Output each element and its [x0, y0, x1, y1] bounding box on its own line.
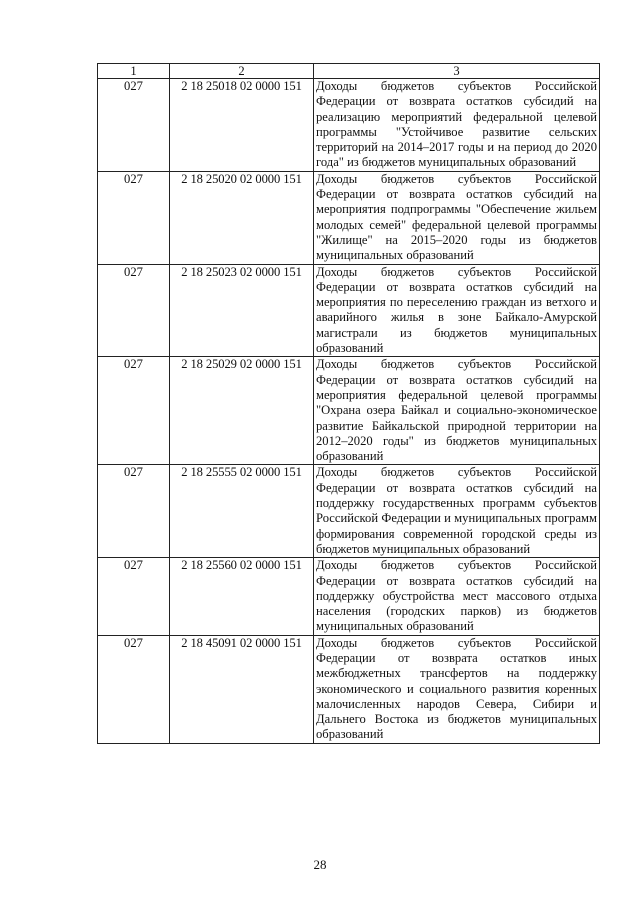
administrator-code-cell: 027 [98, 264, 170, 357]
table-row [98, 558, 600, 635]
revenue-code-cell: 2 18 25018 02 0000 151 [170, 79, 314, 172]
revenue-description-cell: Доходы бюджетов субъектов Российской Федерации от возврата остатков субсидий на поддержку обустройства мест массового отдыха населения (городских парков) из бюджетов муниципальных образований [314, 558, 600, 635]
revenue-description-cell: Доходы бюджетов субъектов Российской Федерации от возврата остатков субсидий на мероприятия подпрограммы "Обеспечение жильем молодых семей" федеральной целевой программы "Жилище" на 2015–2020 годы из бюджетов муниципальных образований [314, 171, 600, 264]
column-header-3: 3 [314, 64, 600, 79]
revenue-code-cell: 2 18 25555 02 0000 151 [170, 465, 314, 558]
administrator-code-cell: 027 [98, 357, 170, 465]
table-row [98, 635, 600, 743]
revenue-code-cell: 2 18 45091 02 0000 151 [170, 635, 314, 743]
revenue-code-cell: 2 18 25023 02 0000 151 [170, 264, 314, 357]
page-number: 28 [313, 857, 327, 872]
administrator-code-cell: 027 [98, 171, 170, 264]
revenue-code-cell: 2 18 25020 02 0000 151 [170, 171, 314, 264]
column-header-1: 1 [98, 64, 170, 79]
table-row [98, 171, 600, 264]
administrator-code-cell: 027 [98, 635, 170, 743]
administrator-code-cell: 027 [98, 558, 170, 635]
table-row [98, 79, 600, 172]
revenue-description-cell: Доходы бюджетов субъектов Российской Федерации от возврата остатков субсидий на мероприятия по переселению граждан из ветхого и аварийного жилья в зоне Байкало-Амурской магистрали из бюджетов муниципальных образований [314, 264, 600, 357]
table-row [98, 357, 600, 465]
administrator-code-cell: 027 [98, 79, 170, 172]
revenue-code-cell: 2 18 25029 02 0000 151 [170, 357, 314, 465]
column-header-2: 2 [170, 64, 314, 79]
revenue-description-cell: Доходы бюджетов субъектов Российской Федерации от возврата остатков субсидий на поддержку государственных программ субъектов Российской Федерации и муниципальных программ формирования современной городской среды из бюджетов муниципальных образований [314, 465, 600, 558]
revenue-codes-table [97, 63, 600, 744]
administrator-code-cell: 027 [98, 465, 170, 558]
table-row [98, 465, 600, 558]
revenue-description-cell: Доходы бюджетов субъектов Российской Федерации от возврата остатков иных межбюджетных трансфертов на поддержку экономического и социального развития коренных малочисленных народов Севера, Сибири и Дальнего Востока из бюджетов муниципальных образований [314, 635, 600, 743]
revenue-code-cell: 2 18 25560 02 0000 151 [170, 558, 314, 635]
revenue-description-cell: Доходы бюджетов субъектов Российской Федерации от возврата остатков субсидий на реализацию мероприятий федеральной целевой программы "Устойчивое развитие сельских территорий на 2014–2017 годы и на период до 2020 года" из бюджетов муниципальных образований [314, 79, 600, 172]
table-row [98, 264, 600, 357]
revenue-description-cell: Доходы бюджетов субъектов Российской Федерации от возврата остатков субсидий на мероприятия федеральной целевой программы "Охрана озера Байкал и социально-экономическое развитие Байкальской природной территории на 2012–2020 годы" из бюджетов муниципальных образований [314, 357, 600, 465]
table-header-row [98, 64, 600, 79]
